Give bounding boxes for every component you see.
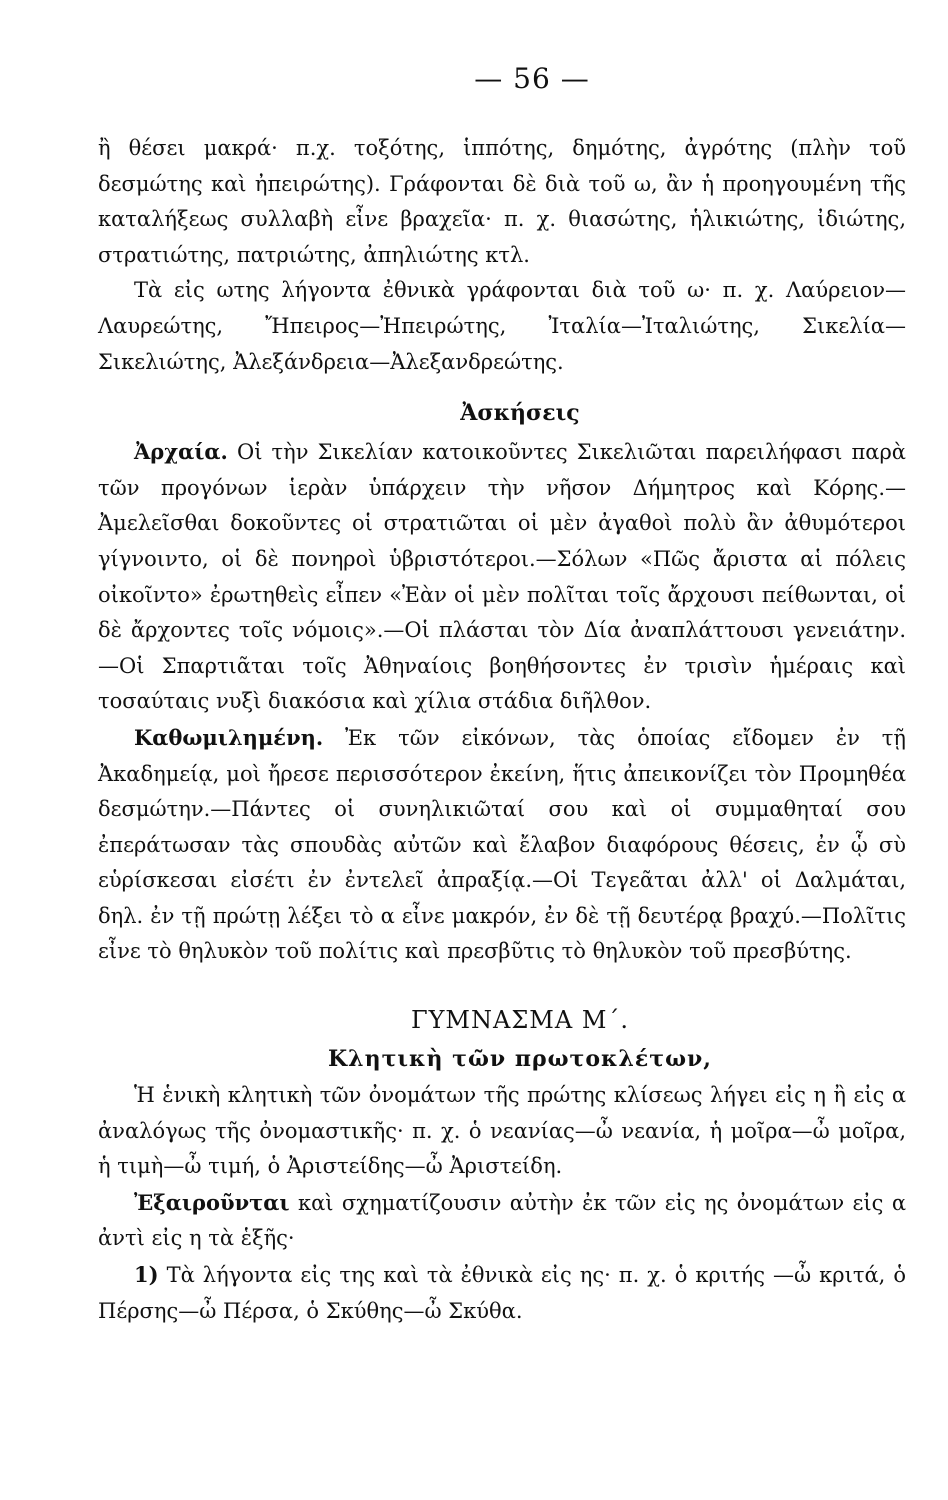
exercise-modern-lead: Καθωμιλημένη. bbox=[134, 724, 324, 750]
exceptions-paragraph bbox=[98, 1185, 906, 1257]
section-paragraph-1: Ἡ ἑνικὴ κλητικὴ τῶν ὀνομάτων τῆς πρώτης κλίσεως λήγει εἰς η ἢ εἰς α ἀναλόγως τῆς ὀνομαστικῆς· π. χ. ὁ νεανίας—ὦ νεανία, ἡ μοῖρα—ὦ μοῖρα, ἡ τιμὴ—ὦ τιμή, ὁ Ἀριστείδης—ὦ Ἀριστείδη. bbox=[98, 1083, 906, 1179]
rule-1-lead: 1) bbox=[134, 1262, 159, 1288]
exercise-modern bbox=[98, 720, 906, 970]
exercise-ancient bbox=[98, 434, 906, 720]
exercise-ancient-text: Οἱ τὴν Σικελίαν κατοικοῦντες Σικελιῶται παρειλήφασι παρὰ τῶν προγόνων ἱερὰν ὑπάρχειν τὴν νῆσον Δήμητρος καὶ Κόρης.—Ἀμελεῖσθαι δοκοῦντες οἱ στρατιῶται οἱ μὲν ἀγαθοὶ πολὺ ἂν ἀθυμότεροι γίγνοιντο, οἱ δὲ πονηροὶ ὑβριστότεροι.—Σόλων «Πῶς ἄριστα αἱ πόλεις οἰκοῖντο» ἐρωτηθεὶς εἶπεν «Ἐὰν οἱ μὲν πολῖται τοῖς ἄρχουσι πείθωνται, οἱ δὲ ἄρχοντες τοῖς νόμοις».—Οἱ πλάσται τὸν Δία ἀναπλάττουσι γενειάτην.—Οἱ Σπαρτιᾶται τοῖς Ἀθηναίοις βοηθήσοντες ἐν τρισὶν ἡμέραις καὶ τοσαύταις νυξὶ διακόσια καὶ χίλια στάδια διῆλθον. bbox=[98, 440, 906, 714]
exceptions-text: καὶ σχηματίζουσιν αὐτὴν ἐκ τῶν εἰς ης ὀνομάτων εἰς α ἀντὶ εἰς η τὰ ἑξῆς· bbox=[98, 1190, 906, 1251]
section-subtitle: Κλητικὴ τῶν πρωτοκλέτων, bbox=[328, 1046, 712, 1073]
exceptions-lead: Ἐξαιροῦνται bbox=[134, 1189, 290, 1215]
exercise-modern-text: Ἐκ τῶν εἰκόνων, τὰς ὁποίας εἴδομεν ἐν τῇ Ἀκαδημείᾳ, μοὶ ἤρεσε περισσότερον ἐκείνη, ἥτις ἀπεικονίζει τὸν Προμηθέα δεσμώτην.—Πάντες οἱ συνηλικιῶταί σου καὶ οἱ συμμαθηταί σου ἐπεράτωσαν τὰς σπουδὰς αὐτῶν καὶ ἔλαβον διαφόρους θέσεις, ἐν ᾧ σὺ εὑρίσκεσαι εἰσέτι ἐν ἐντελεῖ ἀπραξίᾳ.—Οἱ Τεγεᾶται ἀλλ' οἱ Δαλμάται, δηλ. ἐν τῇ πρώτῃ λέξει τὸ α εἶνε μακρόν, ἐν δὲ τῇ δευτέρᾳ βραχύ.—Πολῖτις εἶνε τὸ θηλυκὸν τοῦ πολίτις καὶ πρεσβῦτις τὸ θηλυκὸν τοῦ πρεσβύτης. bbox=[98, 725, 906, 964]
rule-1-paragraph bbox=[98, 1257, 906, 1329]
page-number: — 56 — bbox=[474, 62, 590, 95]
body-paragraph-1: ἢ θέσει μακρά· π.χ. τοξότης, ἱππότης, δημότης, ἀγρότης (πλὴν τοῦ δεσμώτης καὶ ἠπειρώτης). Γράφονται δὲ διὰ τοῦ ω, ἂν ἡ προηγουμένη τῆς καταλήξεως συλλαβὴ εἶνε βραχεῖα· π. χ. θιασώτης, ἡλικιώτης, ἰδιώτης, στρατιώτης, πατριώτης, ἀπηλιώτης κτλ. bbox=[98, 136, 906, 267]
section-title: ΓΥΜΝΑΣΜΑ Μ΄. bbox=[410, 1006, 630, 1035]
body-paragraph-2: Τὰ εἰς ωτης λήγοντα ἐθνικὰ γράφονται διὰ τοῦ ω· π. χ. Λαύρειον—Λαυρεώτης, Ἤπειρος—Ἠπειρώτης, Ἰταλία—Ἰταλιώτης, Σικελία—Σικελιώτης, Ἀλεξάνδρεια—Ἀλεξανδρεώτης. bbox=[98, 278, 906, 374]
exercises-heading: Ἀσκήσεις bbox=[460, 400, 580, 427]
rule-1-text: Τὰ λήγοντα εἰς της καὶ τὰ ἐθνικὰ εἰς ης· π. χ. ὁ κριτής —ὦ κριτά, ὁ Πέρσης—ὦ Πέρσα, ὁ Σκύθης—ὦ Σκύθα. bbox=[98, 1263, 906, 1323]
exercise-ancient-lead: Ἀρχαία. bbox=[134, 439, 228, 465]
